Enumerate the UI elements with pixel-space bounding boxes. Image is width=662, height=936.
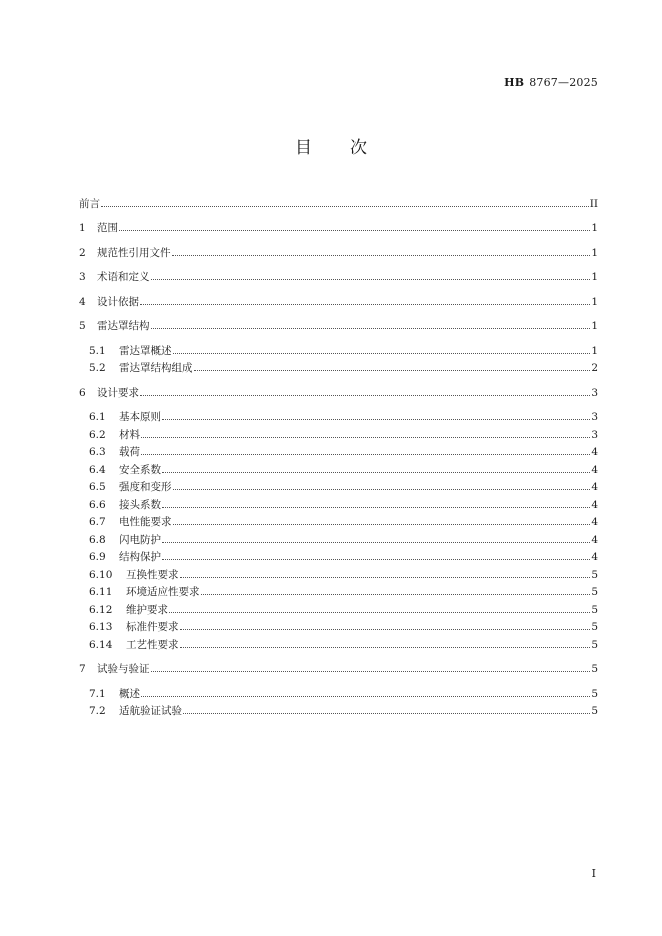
toc-leader-dots xyxy=(162,506,590,508)
toc-entry-label: 材料 xyxy=(119,428,140,441)
document-header xyxy=(504,76,598,89)
toc-entry[interactable] xyxy=(79,382,598,400)
toc-entry[interactable] xyxy=(89,442,598,460)
toc-entry-page: 4 xyxy=(591,446,598,458)
toc-entry-label: 概述 xyxy=(119,687,140,700)
toc-entry-page: II xyxy=(589,197,598,210)
toc-entry[interactable] xyxy=(89,340,598,358)
page-title: 目次 xyxy=(295,138,405,158)
toc-leader-dots xyxy=(162,541,590,543)
toc-leader-dots xyxy=(151,278,591,280)
toc-entry-number: 6.4 xyxy=(89,463,106,476)
toc-entry-label: 维护要求 xyxy=(126,603,168,616)
toc-entry-number: 6.6 xyxy=(89,498,106,511)
toc-leader-dots xyxy=(140,394,590,396)
toc-entry-page: 1 xyxy=(591,271,598,283)
toc-entry-label: 互换性要求 xyxy=(126,568,179,581)
toc-leader-dots xyxy=(119,229,590,231)
toc-entry-label: 雷达罩结构 xyxy=(97,320,150,332)
toc-entry-number: 5.1 xyxy=(89,344,106,357)
toc-entry-page: 5 xyxy=(591,603,598,616)
toc-entry-page: 5 xyxy=(591,705,598,717)
toc-entry-label: 试验与验证 xyxy=(97,663,150,675)
toc-leader-dots xyxy=(141,695,590,697)
toc-entry[interactable] xyxy=(89,358,598,376)
toc-entry-page: 4 xyxy=(591,481,598,493)
toc-entry-page: 5 xyxy=(591,663,598,675)
toc-entry[interactable] xyxy=(79,267,598,285)
toc-entry[interactable] xyxy=(79,659,598,677)
toc-entry-label: 环境适应性要求 xyxy=(126,586,200,598)
toc-leader-dots xyxy=(101,205,589,207)
toc-entry-number: 5.2 xyxy=(89,362,106,374)
toc-entry-number: 6.8 xyxy=(89,533,106,546)
toc-entry[interactable] xyxy=(89,582,598,600)
toc-entry[interactable] xyxy=(89,634,598,652)
toc-entry[interactable] xyxy=(89,529,598,547)
toc-entry-page: 5 xyxy=(591,621,598,633)
toc-entry-label: 载荷 xyxy=(119,446,140,458)
toc-entry-page: 4 xyxy=(591,516,598,528)
toc-leader-dots xyxy=(172,254,591,256)
toc-leader-dots xyxy=(162,558,590,560)
toc-leader-dots xyxy=(173,523,591,525)
toc-leader-dots xyxy=(151,670,591,672)
toc-entry-label: 强度和变形 xyxy=(119,481,172,493)
toc-entry-page: 1 xyxy=(591,320,598,332)
toc-entry[interactable] xyxy=(89,407,598,425)
toc-entry-page: 4 xyxy=(591,533,598,546)
toc-entry-label: 设计要求 xyxy=(97,386,139,399)
toc-entry-number: 6.10 xyxy=(89,568,113,581)
toc-entry-page: 5 xyxy=(591,586,598,598)
toc-entry-label: 闪电防护 xyxy=(119,533,161,546)
toc-entry-page: 1 xyxy=(591,344,598,357)
toc-entry-page: 3 xyxy=(591,411,598,423)
toc-entry-number: 6.3 xyxy=(89,446,106,458)
toc-leader-dots xyxy=(183,712,590,714)
toc-entry-label: 术语和定义 xyxy=(97,271,150,283)
toc-entry-page: 4 xyxy=(591,498,598,511)
toc-entry[interactable] xyxy=(79,291,598,309)
toc-leader-dots xyxy=(180,628,591,630)
toc-entry[interactable] xyxy=(89,701,598,719)
toc-entry-number: 5 xyxy=(79,320,86,332)
standard-number: 8767—2025 xyxy=(529,76,598,89)
toc-leader-dots xyxy=(141,453,590,455)
toc-entry[interactable] xyxy=(79,242,598,260)
toc-entry-number: 7.1 xyxy=(89,687,106,700)
toc-entry[interactable] xyxy=(79,193,598,211)
toc-entry-page: 5 xyxy=(591,638,598,651)
toc-entry-label: 规范性引用文件 xyxy=(97,246,171,259)
toc-entry-number: 6.7 xyxy=(89,516,106,528)
toc-entry-label: 工艺性要求 xyxy=(126,638,179,651)
toc-leader-dots xyxy=(194,369,591,371)
toc-entry-number: 6 xyxy=(79,386,86,399)
toc-leader-dots xyxy=(180,646,591,648)
toc-entry-number: 6.2 xyxy=(89,428,106,441)
table-of-contents xyxy=(79,193,598,718)
toc-entry-label: 雷达罩结构组成 xyxy=(119,362,193,374)
toc-entry[interactable] xyxy=(89,477,598,495)
toc-entry-label: 电性能要求 xyxy=(119,516,172,528)
toc-entry[interactable] xyxy=(79,316,598,334)
toc-entry-page: 1 xyxy=(591,222,598,234)
toc-entry-number: 6.14 xyxy=(89,638,113,651)
toc-entry-number: 6.13 xyxy=(89,621,113,633)
toc-entry-label: 前言 xyxy=(79,197,100,210)
toc-entry-number: 3 xyxy=(79,271,86,283)
toc-entry-page: 1 xyxy=(591,246,598,259)
toc-entry-page: 5 xyxy=(591,687,598,700)
toc-entry-page: 5 xyxy=(591,568,598,581)
toc-entry-page: 2 xyxy=(591,362,598,374)
toc-leader-dots xyxy=(180,576,591,578)
toc-entry-number: 6.12 xyxy=(89,603,113,616)
toc-entry[interactable] xyxy=(89,512,598,530)
toc-entry-number: 4 xyxy=(79,295,86,308)
toc-leader-dots xyxy=(151,327,591,329)
toc-entry-label: 安全系数 xyxy=(119,463,161,476)
toc-leader-dots xyxy=(201,593,591,595)
page-number: I xyxy=(591,867,596,880)
toc-entry-number: 1 xyxy=(79,222,86,234)
toc-entry-number: 6.11 xyxy=(89,586,113,598)
toc-leader-dots xyxy=(141,436,590,438)
toc-entry-number: 6.1 xyxy=(89,411,106,423)
toc-entry-number: 7.2 xyxy=(89,705,106,717)
toc-entry[interactable] xyxy=(89,564,598,582)
standard-code: HB xyxy=(504,76,525,89)
toc-entry[interactable] xyxy=(89,617,598,635)
toc-entry[interactable] xyxy=(89,547,598,565)
toc-entry-label: 基本原则 xyxy=(119,411,161,423)
toc-entry-page: 1 xyxy=(591,295,598,308)
toc-leader-dots xyxy=(173,488,591,490)
toc-entry[interactable] xyxy=(89,424,598,442)
toc-entry-page: 3 xyxy=(591,428,598,441)
toc-entry[interactable] xyxy=(89,683,598,701)
toc-entry-page: 3 xyxy=(591,386,598,399)
toc-entry-label: 设计依据 xyxy=(97,295,139,308)
toc-entry[interactable] xyxy=(89,494,598,512)
toc-leader-dots xyxy=(140,303,590,305)
toc-entry[interactable] xyxy=(89,459,598,477)
toc-entry-number: 7 xyxy=(79,663,86,675)
toc-leader-dots xyxy=(169,611,590,613)
toc-entry[interactable] xyxy=(79,218,598,236)
toc-entry-page: 4 xyxy=(591,551,598,563)
toc-entry-label: 结构保护 xyxy=(119,551,161,563)
toc-leader-dots xyxy=(162,471,590,473)
toc-entry-label: 接头系数 xyxy=(119,498,161,511)
toc-entry[interactable] xyxy=(89,599,598,617)
toc-entry-label: 适航验证试验 xyxy=(119,705,182,717)
toc-leader-dots xyxy=(162,418,590,420)
toc-entry-number: 6.9 xyxy=(89,551,106,563)
toc-entry-page: 4 xyxy=(591,463,598,476)
toc-leader-dots xyxy=(173,352,591,354)
toc-entry-label: 雷达罩概述 xyxy=(119,344,172,357)
toc-entry-number: 6.5 xyxy=(89,481,106,493)
toc-entry-number: 2 xyxy=(79,246,86,259)
toc-entry-label: 标准件要求 xyxy=(126,621,179,633)
toc-entry-label: 范围 xyxy=(97,222,118,234)
